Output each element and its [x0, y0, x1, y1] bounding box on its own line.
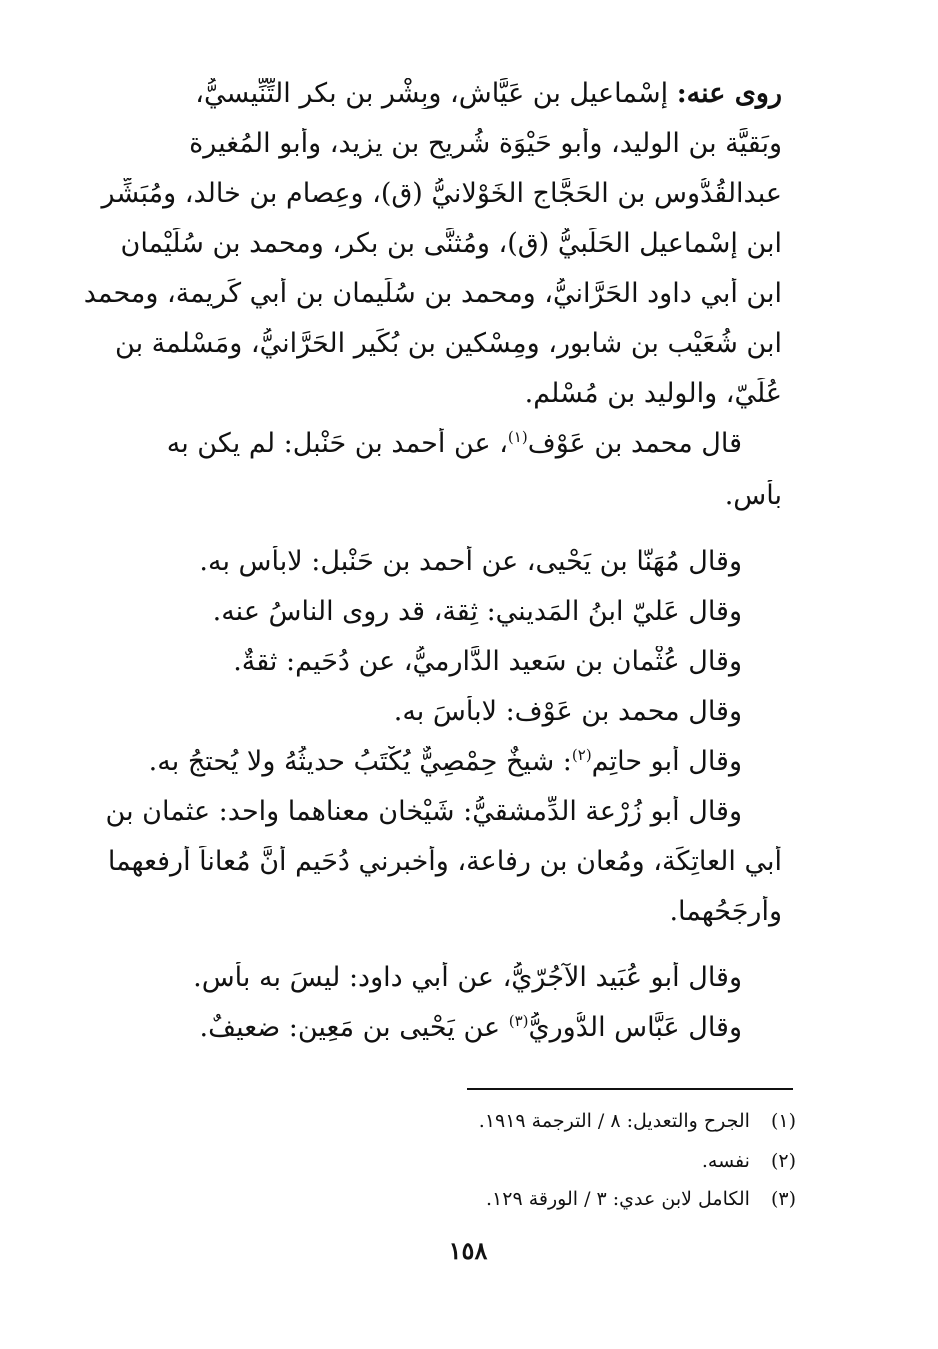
narrators-text-1: إِسْماعيل بن عَيَّاش، وبِشْر بن بكر التِّنِّيسيُّ،	[195, 78, 669, 109]
narrators-line-7: عُلَيّ، والوليد بن مُسْلم.	[524, 378, 782, 409]
footnote-1-text: الجرح والتعديل: ٨ / الترجمة ١٩١٩.	[478, 1110, 750, 1132]
saying-abu-zura-line-3: وأرجَحُهما.	[669, 896, 782, 927]
ibn-awf-line-1	[78, 428, 782, 459]
narrators-label: روى عنه:	[676, 78, 782, 109]
narrators-line-1	[78, 78, 782, 109]
saying-abu-zura-text-1: وقال أبو زُرْعة الدِّمشقيُّ: شَيْخان معناهما واحد: عثمان بن	[105, 796, 742, 827]
saying-abu-zura-line-2: أبي العاتِكَة، ومُعان بن رفاعة، وأخبرني دُحَيم أنَّ مُعاناً أرفعهما	[107, 846, 782, 877]
footnote-separator	[467, 1088, 793, 1090]
narrators-line-6: ابن شُعَيْب بن شابور، ومِسْكين بن بُكَير الحَرَّانيُّ، ومَسْلمة بن	[115, 328, 782, 359]
ibn-awf-text-b: ، عن أحمد بن حَنْبل: لم يكن به	[166, 428, 508, 459]
saying-darimi-text: وقال عُثْمان بن سَعيد الدَّارميُّ، عن دُحَيم: ثقةٌ.	[233, 646, 742, 677]
saying-muhanna-text: وقال مُهَنّا بن يَحْيى، عن أحمد بن حَنْبل: لابأس به.	[199, 546, 742, 577]
footnote-2-text: نفسه.	[701, 1150, 750, 1172]
saying-madini-text: وقال عَليّ ابنُ المَديني: ثِقة، قد روى الناسُ عنه.	[212, 596, 742, 627]
saying-ibn-awf	[78, 696, 782, 727]
footnote-3	[486, 1188, 796, 1210]
footnote-2	[702, 1150, 796, 1172]
narrators-line-4: ابن إِسْماعيل الحَلَبيُّ (ق)، ومُثنَّى بن بكر، ومحمد بن سُلَيْمان	[120, 228, 782, 259]
footnote-1-number: (١)	[770, 1110, 796, 1132]
page-number: ١٥٨	[448, 1236, 488, 1265]
saying-abu-hatim-a: وقال أبو حاتِم	[591, 746, 742, 777]
footnote-ref-3: (٣)	[508, 1012, 529, 1030]
saying-muhanna	[78, 546, 782, 577]
saying-ibn-awf-text: وقال محمد بن عَوْف: لابأسَ به.	[393, 696, 742, 727]
narrators-line-3: عبدالقُدُّوس بن الحَجَّاج الخَوْلانيُّ (ق)، وعِصام بن خالد، ومُبَشِّر	[101, 178, 782, 209]
footnote-ref-2: (٢)	[571, 746, 592, 764]
footnote-3-text: الكامل لابن عدي: ٣ / الورقة ١٢٩.	[485, 1188, 750, 1210]
saying-ajurri-text: وقال أبو عُبَيد الآجُرّيُّ، عن أبي داود: ليسَ به بأس.	[193, 962, 742, 993]
saying-duri-a: وقال عَبَّاس الدُّوريُّ	[528, 1012, 742, 1043]
footnote-1	[479, 1110, 796, 1132]
saying-abu-zura-line-1	[78, 796, 782, 827]
saying-madini	[78, 596, 782, 627]
footnote-ref-1: (١)	[507, 428, 528, 446]
ibn-awf-line-2: بأس.	[724, 480, 782, 511]
saying-darimi	[78, 646, 782, 677]
narrators-line-5: ابن أبي داود الحَرَّانيُّ، ومحمد بن سُلَيمان بن أبي كَريمة، ومحمد	[83, 278, 782, 309]
saying-abu-hatim	[78, 746, 782, 777]
footnote-2-number: (٢)	[770, 1150, 796, 1172]
saying-duri-b: عن يَحْيى بن مَعِين: ضعيفٌ.	[199, 1012, 509, 1043]
narrators-line-2: وبَقيَّة بن الوليد، وأبو حَيْوَة شُريح بن يزيد، وأبو المُغيرة	[189, 128, 782, 159]
saying-abu-hatim-b: : شيخٌ حِمْصِيٌّ يُكْتَبُ حديثُهُ ولا يُحتجُ به.	[148, 746, 572, 777]
ibn-awf-text-a: قال محمد بن عَوْف	[527, 428, 742, 459]
footnote-3-number: (٣)	[770, 1188, 796, 1210]
saying-ajurri	[78, 962, 782, 993]
saying-duri	[78, 1012, 782, 1043]
